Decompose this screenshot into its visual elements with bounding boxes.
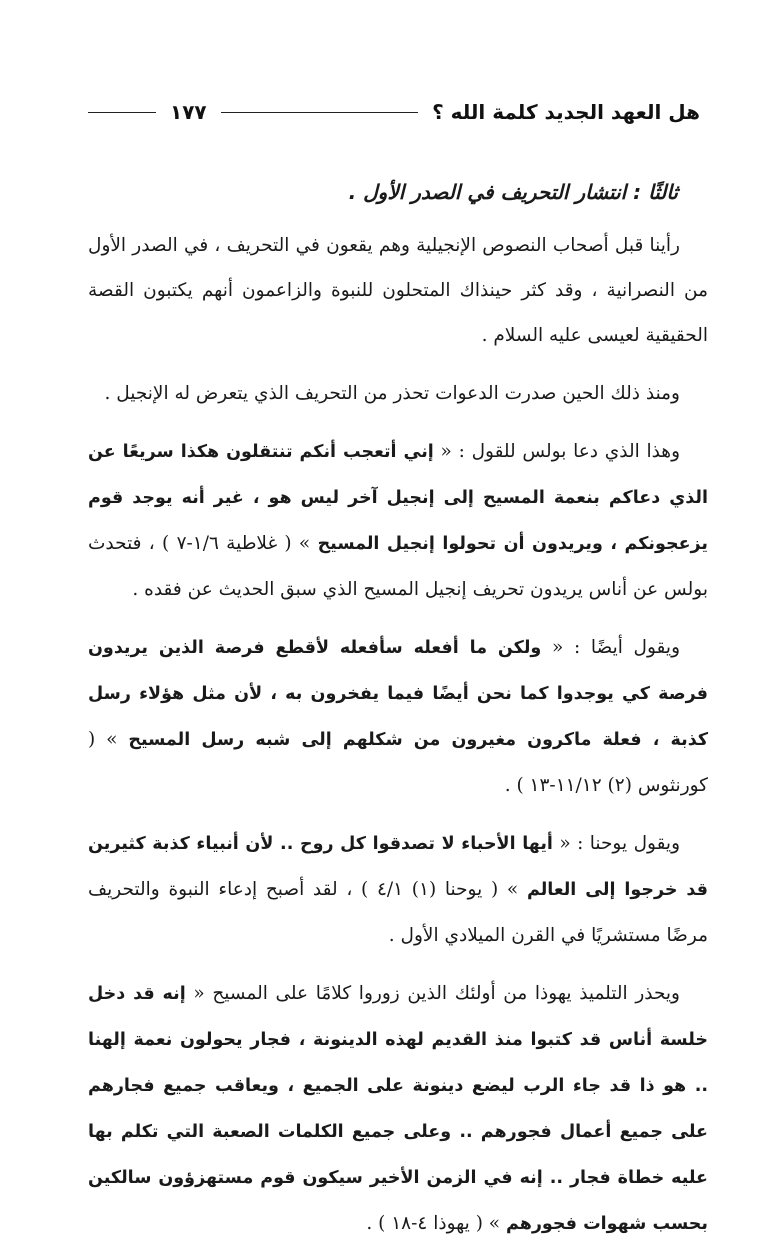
citation: » ( يهوذا ٤-١٨ ) . <box>366 1213 506 1234</box>
citation: » ( كورنثوس (٢) ١١/١٢-١٣ ) . <box>88 729 708 796</box>
quotation: إنه قد دخل خلسة أناس قد كتبوا منذ القديم لهذه الدينونة ، فجار يحولون نعمة إلهنا .. هو ذا قد جاء الرب ليضع دينونة على الجميع ، ويعاقب جميع فجارهم على جميع أعمال فجورهم .. وعلى جميع الكلمات الصعبة التي تكلم بها عليه خطاة فجار .. إنه في الزمن الأخير سيكون قوم مستهزؤون سالكين بحسب شهوات فجورهم <box>88 984 708 1234</box>
header-rule-short <box>88 112 156 113</box>
quotation: أيها الأحباء لا تصدقوا كل روح .. لأن أنبياء كذبة كثيرين قد خرجوا إلى العالم <box>88 834 708 900</box>
quotation: ولكن ما أفعله سأفعله لأقطع فرصة الذين يريدون فرصة كي يوجدوا كما نحن أيضًا فيما يفخرون به ، لأن مثل هؤلاء رسل كذبة ، فعلة ماكرون مغيرون من شكلهم إلى شبه رسل المسيح <box>88 638 708 750</box>
paragraph-text: وهذا الذي دعا بولس للقول : « <box>433 441 680 462</box>
citation: » ( غلاطية ١/٦-٧ ) ، فتحدث بولس عن أناس يريدون تحريف إنجيل المسيح الذي سبق الحديث عن فقده . <box>88 533 708 600</box>
page-body <box>88 170 708 1260</box>
page-number: ١٧٧ <box>170 100 207 124</box>
paragraph <box>88 625 708 808</box>
running-title: هل العهد الجديد كلمة الله ؟ <box>432 100 700 124</box>
page-header <box>88 92 700 132</box>
paragraph-text: ويحذر التلميذ يهوذا من أولئك الذين زوروا كلامًا على المسيح « <box>185 983 680 1004</box>
paragraph <box>88 821 708 958</box>
paragraph: رأينا قبل أصحاب النصوص الإنجيلية وهم يقعون في التحريف ، في الصدر الأول من النصرانية ، وقد كثر حينذاك المتحلون للنبوة والزاعمون أنهم يكتبون القصة الحقيقية لعيسى عليه السلام . <box>88 235 708 346</box>
paragraph <box>88 429 708 612</box>
section-heading: ثالثًا : انتشار التحريف في الصدر الأول . <box>348 180 678 204</box>
paragraph <box>88 971 708 1247</box>
paragraph-text: ويقول أيضًا : « <box>541 637 680 658</box>
quotation: إني أتعجب أنكم تنتقلون هكذا سريعًا عن الذي دعاكم بنعمة المسيح إلى إنجيل آخر ليس هو ، غير أنه يوجد قوم يزعجونكم ، ويريدون أن تحولوا إنجيل المسيح <box>88 442 708 554</box>
paragraph-text: ويقول يوحنا : « <box>552 833 681 854</box>
citation: » ( يوحنا (١) ٤/١ ) ، لقد أصبح إدعاء النبوة والتحريف مرضًا مستشريًا في القرن الميلادي الأول . <box>88 879 708 946</box>
header-rule <box>221 112 418 113</box>
paragraph: ومنذ ذلك الحين صدرت الدعوات تحذر من التحريف الذي يتعرض له الإنجيل . <box>104 383 680 404</box>
